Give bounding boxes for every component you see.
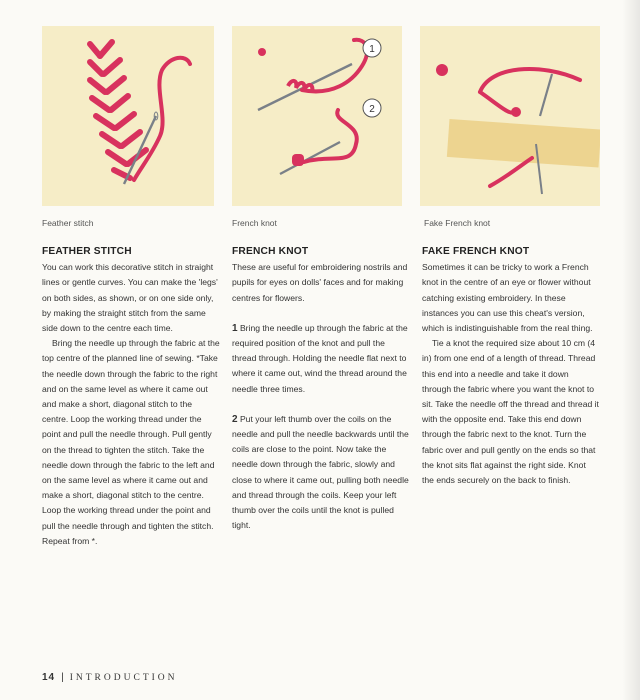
fake-french-knot-intro: Sometimes it can be tricky to work a French knot in the centre of an eye or flower without catching existing embroidery. In these instances you can use this cheat's version, which is indistinguishable from the real thing. bbox=[422, 262, 593, 334]
feather-stitch-intro: You can work this decorative stitch in straight lines or gentle curves. You can make the 'legs' on both sides, as shown, or on one side only, by making the straight stitch from the same side down to the centre each time. bbox=[42, 262, 218, 334]
footer-separator: | bbox=[61, 672, 64, 683]
feather-stitch-drawing bbox=[42, 26, 214, 206]
french-knot-heading: FRENCH KNOT bbox=[232, 246, 309, 257]
caption-fake-french-knot: Fake French knot bbox=[424, 218, 491, 228]
step-2-number: 2 bbox=[232, 413, 238, 425]
french-knot-illustration bbox=[232, 26, 402, 206]
step-2-text: Put your left thumb over the coils on the needle and pull the needle backwards until the coils are close to the point. Now take the needle down through the fabric, slowly and close to where it came out, pulling both needle and thread through the coils. Keep your left thumb over the coils until the knot is pulled tight. bbox=[232, 413, 409, 531]
french-knot-step-1 bbox=[232, 321, 410, 397]
step-2-marker: 2 bbox=[369, 104, 375, 115]
feather-stitch-heading: FEATHER STITCH bbox=[42, 246, 132, 257]
feather-stitch-instructions: Bring the needle up through the fabric at the top centre of the planned line of sewing. *Take the needle down through the fabric to the right and on the same level as where it came out and make a short, diagonal stitch to the centre. Loop the working thread under the point and pull the needle through. Pull gently on the thread to tighten the stitch. Take the needle down through the fabric to the left and on the same level as where it came out and make a short, diagonal stitch to the centre. Loop the working thread under the point and pull the needle through and tighten the stitch. bbox=[42, 338, 220, 531]
feather-stitch-column bbox=[42, 244, 220, 549]
page-number: 14 bbox=[42, 672, 56, 683]
step-1-text: Bring the needle up through the fabric at the required position of the knot and pull the thread through. Holding the needle flat next to where it came out, wind the thread around the needle three times. bbox=[232, 322, 408, 394]
page-footer bbox=[42, 672, 178, 683]
french-knot-column bbox=[232, 244, 410, 533]
section-title: INTRODUCTION bbox=[69, 673, 178, 683]
french-knot-intro: These are useful for embroidering nostrils and pupils for eyes on dolls' faces and for making centres for flowers. bbox=[232, 262, 408, 303]
fake-french-knot-illustration bbox=[420, 26, 600, 206]
feather-stitch-illustration bbox=[42, 26, 214, 206]
french-knot-step-2 bbox=[232, 412, 410, 534]
caption-feather-stitch: Feather stitch bbox=[42, 218, 94, 228]
french-knot-drawing bbox=[232, 26, 402, 206]
step-1-number: 1 bbox=[232, 322, 238, 334]
fake-french-knot-column bbox=[422, 244, 600, 488]
fake-french-knot-instructions: Tie a knot the required size about 10 cm (4 in) from one end of a length of thread. Thread this end into a needle and take it down through the fabric where you want the knot to sit. Take the needle off the thread and thread it with the opposite end. Take this end down through the fabric next to the knot. Turn the fabric over and pull gently on the ends so that the knot sits flat against the right side. Knot the ends securely on the back to finish. bbox=[422, 338, 599, 486]
page-gutter-shadow bbox=[622, 0, 640, 700]
fake-french-knot-heading: FAKE FRENCH KNOT bbox=[422, 246, 530, 257]
caption-french-knot: French knot bbox=[232, 218, 277, 228]
step-1-marker: 1 bbox=[369, 44, 375, 55]
fake-french-knot-drawing bbox=[420, 26, 600, 206]
feather-stitch-repeat: Repeat from *. bbox=[42, 535, 98, 546]
